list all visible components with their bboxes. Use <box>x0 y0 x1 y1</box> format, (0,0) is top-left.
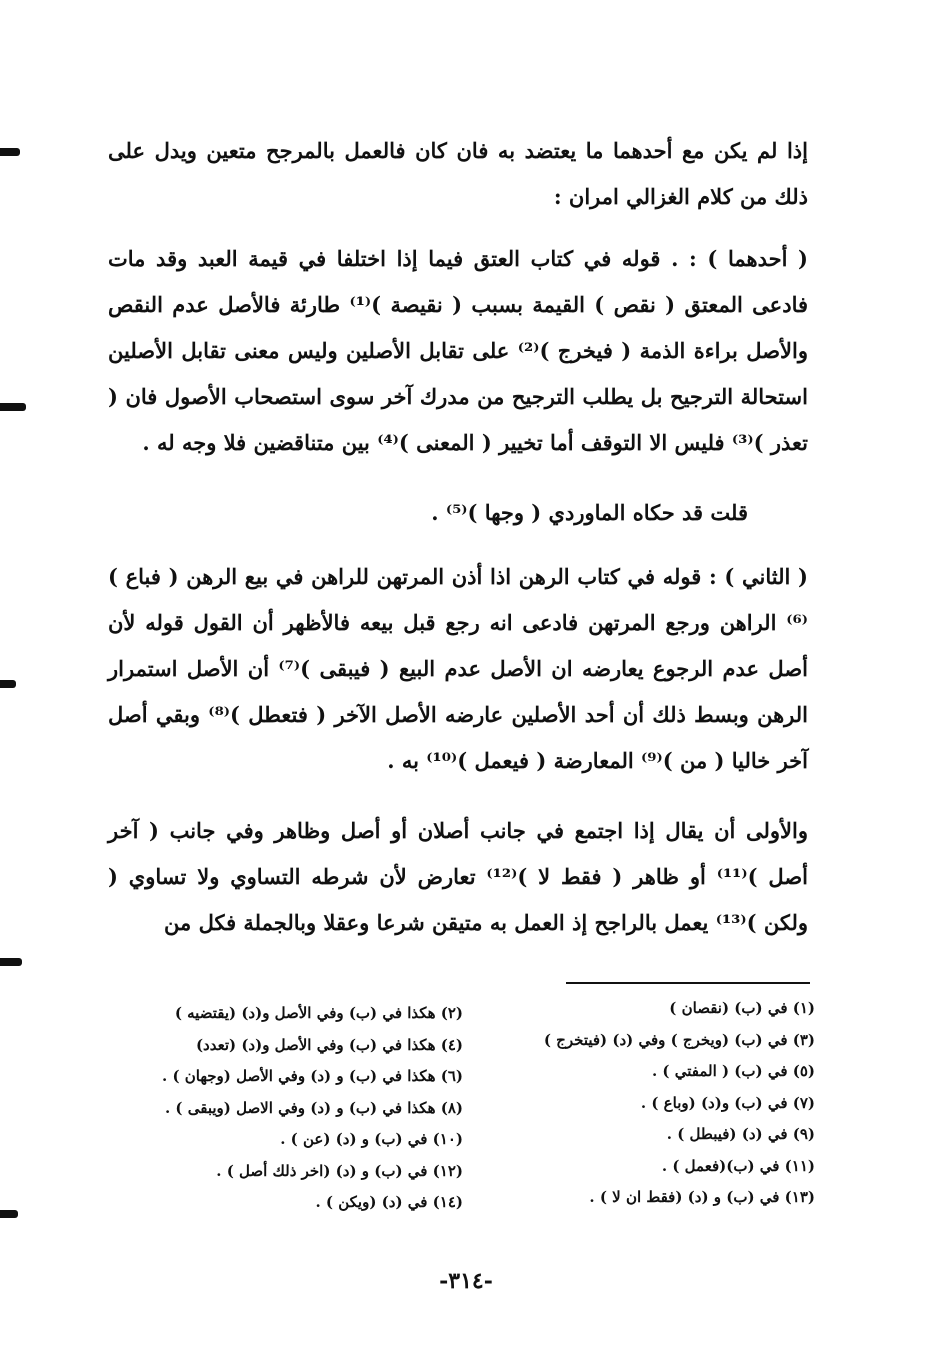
footnote: (٦) هكذا في (ب) و (د) وفي الأصل (وجهان ) . <box>162 1067 463 1085</box>
paragraph-text: قلت قد حكاه الماوردي ( وجها )⁽⁵⁾ . <box>431 500 748 525</box>
footnote: (١٢) في (ب) و (د) (اخر ذلك أصل ) . <box>216 1161 463 1180</box>
footnotes-even-column <box>103 998 463 1219</box>
footnote: (٤) هكذا في (ب) وفي الأصل و(د) (تعدد) <box>195 1035 463 1054</box>
footnote: (١) في (ب) (نقصان ) <box>669 999 815 1017</box>
footnote: (٨) هكذا في (ب) و (د) وفي الاصل (ويبقى ) . <box>164 1098 463 1117</box>
paragraph-text: والأولى أن يقال إذا اجتمع في جانب أصلان أو أصل وظاهر وفي جانب ( آخر أصل )⁽¹¹⁾ أو ظاهر ( فقط لا )⁽¹²⁾ تعارض لأن شرطه التساوي ولا تساوي ( ولكن )⁽¹³⁾ يعمل بالراجح إذ العمل به متيقن شرعا وعقلا وبالجملة فكل من <box>108 818 808 935</box>
footnote: (٢) هكذا في (ب) وفي الأصل و(د) (يقتضيه ) <box>174 1004 463 1022</box>
scan-edge-mark <box>0 958 22 966</box>
paragraph-intro <box>108 128 808 220</box>
footnote: (٧) في (ب) و(د) (وباع ) . <box>640 1093 815 1112</box>
footnote: (١١) في (ب)(فعمل ) . <box>661 1156 815 1175</box>
footnote: (١٠) في (ب) و (د) (عن ) . <box>280 1130 463 1148</box>
scan-edge-mark <box>0 403 26 411</box>
footnote: (١٤) في (د) (ويكن ) . <box>315 1193 463 1211</box>
footnote: (٥) في (ب) ( المفتي ) . <box>651 1062 815 1080</box>
scan-edge-mark <box>0 148 20 156</box>
footnotes-odd-column <box>495 993 815 1214</box>
scan-edge-mark <box>0 680 16 688</box>
footnote: (٣) في (ب) (ويخرج ) وفي (د) (فيتخرج ) <box>543 1030 815 1049</box>
paragraph-second-matter <box>108 554 808 784</box>
paragraph-text: ( أحدهما ) : . قوله في كتاب العتق فيما إذا اختلفا في قيمة العبد وقد مات فادعى المعتق ( نقص ) القيمة بسبب ( نقيصة )⁽¹⁾ طارئة فالأصل عدم النقص والأصل براءة الذمة ( فيخرج )⁽²⁾ على تقابل الأصلين وليس معنى تقابل الأصلين استحالة الترجيح بل يطلب الترجيح من مدرك آخر سوى استصحاب الأصول فان ( تعذر )⁽³⁾ فليس الا التوقف أما تخيير ( المعنى )⁽⁴⁾ بين متناقضين فلا وجه له . <box>108 246 809 455</box>
paragraph-first-matter <box>108 236 808 466</box>
page-number: -٣١٤- <box>439 1268 493 1294</box>
paragraph-text: إذا لم يكن مع أحدهما ما يعتضد به فان كان فالعمل بالمرجح متعين ويدل على ذلك من كلام الغزالي امران : <box>108 138 808 209</box>
footnote-divider <box>566 982 810 984</box>
paragraph-text: ( الثاني ) : قوله في كتاب الرهن اذا أذن المرتهن للراهن في بيع الرهن ( فباع )⁽⁶⁾ الراهن ورجع المرتهن فادعى انه رجع قبل بيعه فالأظهر أن القول قوله لأن أصل عدم الرجوع يعارضه ان الأصل عدم البيع ( فيبقى )⁽⁷⁾ أن الأصل استمرار الرهن وبسط ذلك أن أحد الأصلين عارضه الأصل الآخر ( فتعطل )⁽⁸⁾ وبقي أصل آخر خاليا ( من )⁽⁹⁾ المعارضة ( فيعمل )⁽¹⁰⁾ به . <box>108 564 809 773</box>
paragraph-mawardi-note <box>128 490 748 536</box>
footnote: (١٣) في (ب) و (د) (فقط ان لا ) . <box>589 1188 815 1206</box>
paragraph-conclusion <box>108 808 808 946</box>
footnote: (٩) في (د) (فيبطل ) . <box>666 1125 815 1143</box>
scan-edge-mark <box>0 1210 18 1218</box>
